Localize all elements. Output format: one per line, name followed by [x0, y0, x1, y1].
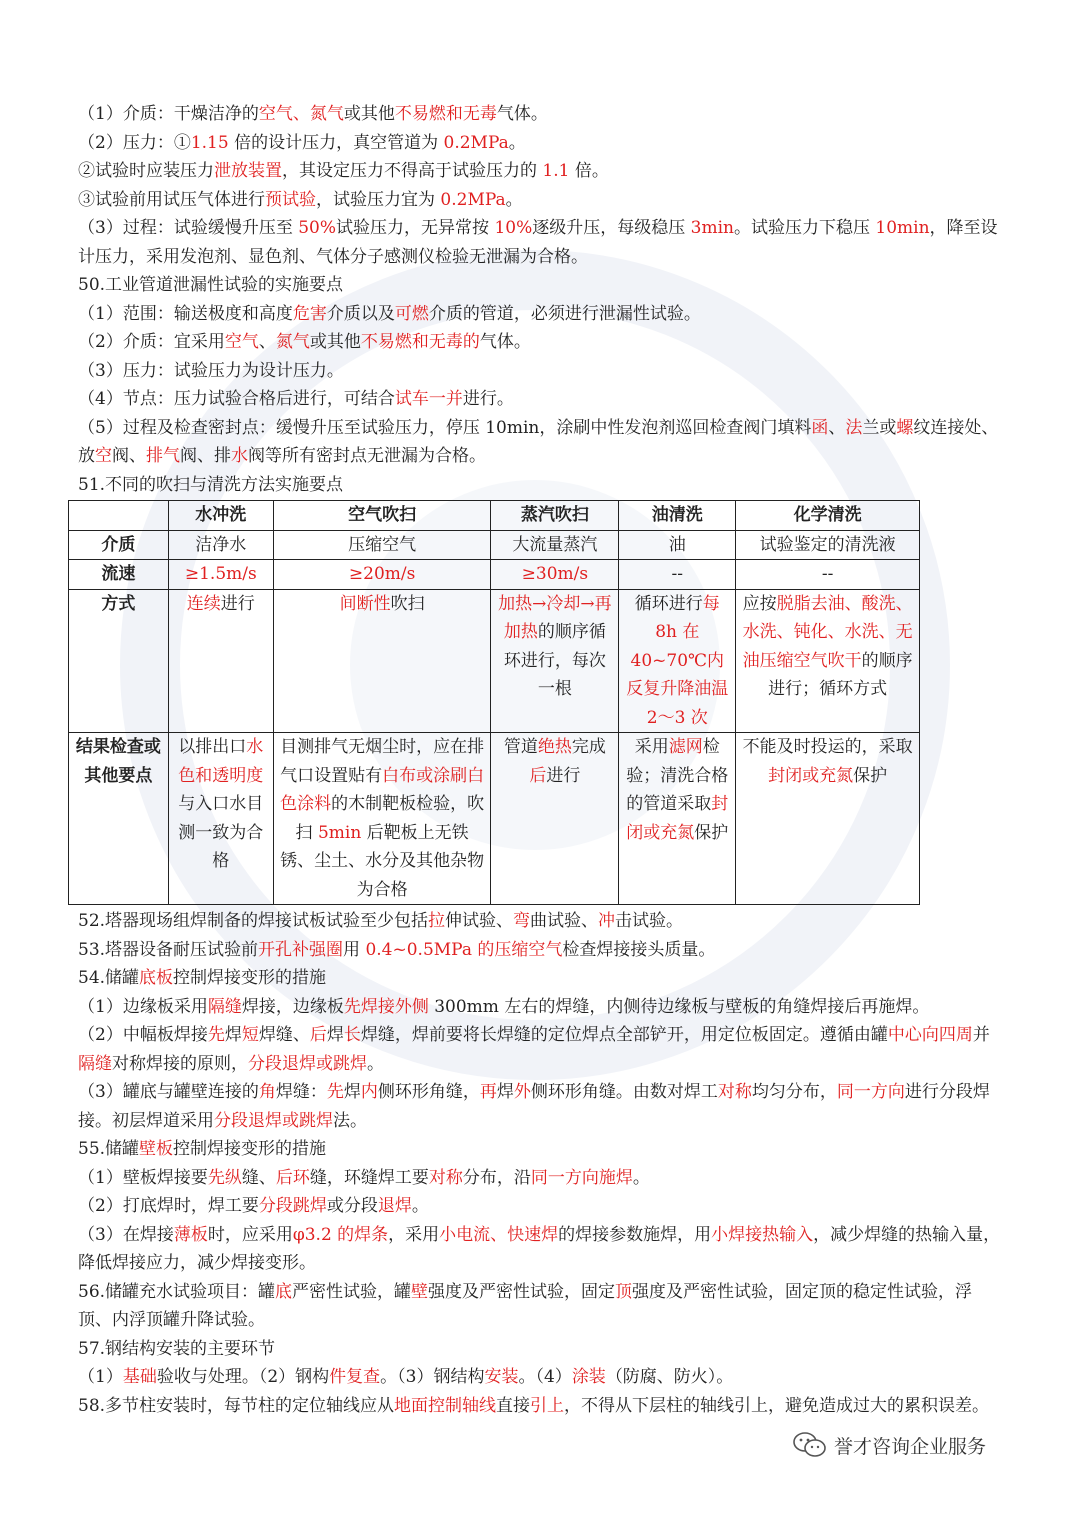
- text-line: [78, 1164, 1003, 1193]
- text-run: 直接: [496, 1395, 531, 1416]
- highlight-text: 空: [95, 446, 112, 466]
- text-run: 伸试验、: [445, 911, 514, 931]
- highlight-text: ≥1.5m/s: [184, 564, 257, 584]
- text-run: （1）范围：输送极度和高度: [78, 303, 293, 324]
- table-cell: [619, 530, 736, 560]
- highlight-text: 3min: [690, 218, 734, 238]
- text-line: [78, 186, 1003, 215]
- highlight-text: 1.1: [542, 161, 570, 181]
- table-cell: [736, 733, 920, 905]
- highlight-text: 对称: [717, 1082, 752, 1102]
- text-run: 油: [668, 534, 686, 555]
- text-run: （3）罐底与罐壁连接的: [78, 1082, 259, 1102]
- text-run: （防腐、防火）。: [605, 1367, 734, 1387]
- table-cell: [273, 530, 491, 560]
- text-run: 侧环形角缝。由数对焊工: [530, 1082, 718, 1102]
- highlight-text: 连续: [186, 593, 221, 614]
- table-cell: [168, 733, 273, 905]
- text-run: 进行。: [462, 389, 514, 409]
- text-run: 循环进行: [634, 593, 703, 614]
- highlight-text: 薄板: [173, 1224, 208, 1245]
- text-line: [78, 964, 1003, 993]
- text-run: 的顺序进行；循环方式: [768, 650, 913, 699]
- text-run: 倍的设计压力，真空管道为: [228, 132, 444, 153]
- highlight-text: 法: [845, 417, 863, 438]
- highlight-text: 冲: [598, 911, 616, 931]
- highlight-text: 加热→冷却→再加热: [498, 593, 612, 642]
- footer-watermark: [792, 1425, 986, 1465]
- text-line: [78, 1221, 1003, 1278]
- highlight-text: 件复查: [329, 1367, 381, 1387]
- highlight-text: 角: [258, 1082, 276, 1102]
- table-row: [69, 733, 920, 905]
- highlight-text: 先纵: [207, 1167, 242, 1188]
- highlight-text: 同一方向: [836, 1082, 905, 1102]
- text-run: ，减少焊缝的热输入量，降低焊接应力，减少焊接变形。: [78, 1224, 1001, 1273]
- text-line: [78, 1278, 1003, 1335]
- text-run: 保护: [694, 822, 729, 843]
- text-line: [78, 214, 1003, 271]
- table-header-cell: 化学清洗: [736, 501, 920, 531]
- text-run: 与入口水目测一致为合格: [178, 794, 264, 871]
- highlight-text: 分段跳焊: [258, 1196, 327, 1216]
- cleaning-methods-table: [68, 500, 920, 905]
- text-run: ，试验压力宜为: [316, 189, 441, 210]
- text-run: 阀、排: [180, 446, 231, 466]
- highlight-text: 先焊接外侧: [343, 996, 429, 1017]
- text-run: 试验鉴定的清洗液: [759, 534, 896, 555]
- highlight-text: 不易燃和无毒: [394, 104, 497, 124]
- text-run: 检验；清洗合格的管道采取: [626, 737, 729, 814]
- highlight-text: 后: [529, 765, 547, 786]
- text-run: 缝、: [241, 1167, 276, 1188]
- highlight-text: 每 8h 在40~70℃内反复升降油温 2～3 次: [626, 593, 729, 728]
- highlight-text: 同一方向施焊: [530, 1167, 633, 1188]
- highlight-text: ≥30m/s: [521, 564, 589, 584]
- text-run: 曲试验、: [530, 911, 599, 931]
- text-run: 。: [632, 1167, 650, 1188]
- text-run: 控制焊接变形的措施: [173, 1139, 327, 1159]
- highlight-text: 10%: [494, 218, 533, 238]
- text-run: （2）压力：①: [78, 132, 191, 153]
- highlight-text: 开孔补强圈: [258, 939, 344, 960]
- text-line: [78, 271, 1003, 300]
- text-run: 兰或: [862, 417, 897, 438]
- text-run: 焊接，边缘板: [241, 996, 344, 1017]
- table-cell: [273, 733, 491, 905]
- highlight-text: 可燃: [394, 303, 429, 324]
- text-run: 的木制靶板检验，吹扫: [295, 794, 485, 843]
- highlight-text: 脱脂去油、酸洗、水洗、钝化、水洗、无油压缩空气吹干: [742, 593, 913, 671]
- text-run: 、: [828, 417, 846, 438]
- text-line: [78, 157, 1003, 186]
- highlight-text: φ3.2 的焊条: [292, 1224, 389, 1245]
- text-run: 。（4）: [518, 1367, 572, 1387]
- highlight-text: 空气、氮气: [258, 104, 344, 124]
- text-line: [78, 993, 1003, 1022]
- text-run: 后靶板上无铁锈、尘土、水分及其他杂物为合格: [280, 822, 485, 900]
- highlight-text: 后环: [275, 1167, 310, 1188]
- text-run: 严密性试验，罐: [292, 1281, 412, 1302]
- text-run: 大流量蒸汽: [512, 534, 598, 555]
- text-run: 焊: [496, 1082, 514, 1102]
- text-run: 不能及时投运的，采取: [742, 737, 913, 757]
- highlight-text: 底板: [139, 968, 174, 988]
- highlight-text: 绝热: [537, 737, 572, 757]
- text-line: [78, 1078, 1003, 1135]
- text-run: 时，应采用: [207, 1224, 293, 1245]
- text-run: 以排出口: [178, 737, 247, 757]
- text-run: 侧环形角缝，: [377, 1082, 480, 1102]
- text-run: （1）介质：干燥洁净的: [78, 104, 259, 124]
- text-run: 焊: [343, 1082, 361, 1102]
- highlight-text: 涂装: [571, 1367, 606, 1387]
- text-run: 强度及严密性试验，固定顶的稳定性试验，浮顶、内浮顶罐升降试验。: [78, 1281, 973, 1330]
- text-run: 采用: [634, 737, 669, 757]
- table-cell: [491, 530, 619, 560]
- highlight-text: 再: [479, 1082, 497, 1102]
- text-run: 或其他: [309, 332, 361, 352]
- text-run: 54.储罐: [78, 968, 140, 988]
- table-header-cell: 蒸汽吹扫: [491, 501, 619, 531]
- text-run: 焊: [326, 1025, 344, 1045]
- text-run: 检查焊接接头质量。: [562, 939, 716, 960]
- table-cell: [736, 560, 920, 590]
- highlight-text: 对称: [428, 1167, 463, 1188]
- table-header-cell: 水冲洗: [168, 501, 273, 531]
- table-cell: [491, 733, 619, 905]
- table-cell: [168, 589, 273, 733]
- table-cell: [491, 560, 619, 590]
- text-run: 控制焊接变形的措施: [173, 968, 327, 988]
- highlight-text: 拉: [428, 911, 446, 931]
- highlight-text: 间断性: [339, 593, 391, 614]
- highlight-text: 试车一并: [394, 389, 463, 409]
- text-run: 并: [972, 1025, 990, 1045]
- text-run: 焊: [224, 1025, 242, 1045]
- text-run: ②试验时应装压力: [78, 161, 214, 181]
- text-run: （2）中幅板焊接: [78, 1025, 208, 1045]
- text-run: 。: [505, 189, 523, 210]
- text-run: 均匀分布，: [751, 1082, 837, 1102]
- table-cell: [736, 530, 920, 560]
- table-cell: [619, 733, 736, 905]
- text-run: 或其他: [343, 104, 395, 124]
- text-run: 。: [411, 1196, 429, 1216]
- highlight-text: 5min: [317, 822, 362, 843]
- highlight-text: 壁: [411, 1281, 429, 1302]
- highlight-text: 安装: [484, 1367, 519, 1387]
- footer-text: 誉才咨询企业服务: [834, 1435, 987, 1458]
- text-run: 应按: [742, 593, 777, 614]
- table-cell: [273, 589, 491, 733]
- highlight-text: 短: [241, 1025, 259, 1045]
- text-run: 。试验压力下稳压: [733, 218, 876, 238]
- text-run: 阀、: [112, 446, 146, 466]
- text-run: （3）压力：试验压力为设计压力。: [78, 360, 344, 381]
- table-cell: [619, 560, 736, 590]
- highlight-text: 10min: [875, 218, 930, 238]
- text-line: [78, 1192, 1003, 1221]
- text-run: ③试验前用试压气体进行: [78, 189, 265, 210]
- table-header-cell: 油清洗: [619, 501, 736, 531]
- text-run: 52.塔器现场组焊制备的焊接试板试验至少包括: [78, 911, 429, 931]
- text-run: 介质的管道，必须进行泄漏性试验。: [428, 303, 701, 324]
- text-run: （4）节点：压力试验合格后进行，可结合: [78, 389, 395, 409]
- text-run: （1）边缘板采用: [78, 996, 208, 1017]
- text-run: 气体。: [479, 332, 531, 352]
- highlight-text: 0.4~0.5MPa 的压缩空气: [365, 939, 563, 960]
- text-run: 压缩空气: [348, 534, 417, 555]
- text-run: 进行: [220, 593, 255, 614]
- highlight-text: 先: [326, 1082, 344, 1102]
- text-run: 分布，沿: [462, 1167, 531, 1188]
- highlight-text: 外: [513, 1082, 531, 1102]
- text-line: [78, 357, 1003, 386]
- text-run: 。（3）钢结构: [380, 1367, 485, 1387]
- highlight-text: 50%: [298, 218, 337, 238]
- table-cell: [619, 589, 736, 733]
- text-run: 的顺序循环进行，每次一根: [503, 622, 606, 699]
- highlight-text: 小焊接热输入: [711, 1224, 814, 1245]
- text-line: [78, 1135, 1003, 1164]
- highlight-text: 小电流、快速焊: [439, 1224, 559, 1245]
- table-cell: [736, 589, 920, 733]
- highlight-text: 先: [207, 1025, 225, 1045]
- highlight-text: 泄放装置: [214, 161, 282, 181]
- text-run: （1）壁板焊接要: [78, 1167, 208, 1188]
- text-line: [78, 328, 1003, 357]
- text-run: 强度及严密性试验，固定: [428, 1281, 616, 1302]
- text-line: [78, 414, 1003, 471]
- text-run: 试验压力，无异常按: [336, 218, 495, 238]
- text-run: 目测排气无烟尘时，应在排气口设置贴有: [280, 737, 485, 786]
- text-line: [78, 936, 1003, 965]
- table-header-cell: [69, 501, 169, 531]
- highlight-text: 不易燃和无毒的: [360, 332, 480, 352]
- highlight-text: 后: [309, 1025, 327, 1045]
- wechat-icon: [792, 1431, 828, 1459]
- highlight-text: 弯: [513, 911, 531, 931]
- section-bottom: [78, 907, 1003, 1420]
- table-row: [69, 530, 920, 560]
- text-run: 进行分段焊接。初层焊道采用: [78, 1082, 990, 1131]
- text-run: （1）: [78, 1367, 123, 1387]
- text-run: ，降至设计压力，采用发泡剂、显色剂、气体分子感测仪检验无泄漏为合格。: [78, 218, 998, 267]
- text-line: [78, 471, 1003, 500]
- text-run: 用: [343, 939, 366, 960]
- highlight-text: 引上: [530, 1395, 565, 1416]
- text-run: 介质以及: [326, 303, 395, 324]
- highlight-text: 危害: [292, 303, 327, 324]
- text-run: 53.塔器设备耐压试验前: [78, 939, 259, 960]
- text-run: 验收与处理。（2）钢构: [156, 1367, 330, 1387]
- text-run: （2）介质：宜采用: [78, 332, 225, 352]
- text-run: 吹扫: [390, 593, 425, 614]
- text-run: --: [671, 564, 684, 584]
- highlight-text: 预试验: [265, 189, 316, 210]
- text-run: 57.钢结构安装的主要环节: [78, 1338, 276, 1359]
- text-run: （5）过程及检查密封点：缓慢升压至试验压力，停压 10min，涂刷中性发泡剂巡回检查阀门填料: [78, 417, 812, 438]
- text-run: 保护: [853, 765, 888, 786]
- text-line: [78, 907, 1003, 936]
- highlight-text: 壁板: [139, 1139, 174, 1159]
- text-run: 气体。: [496, 104, 548, 124]
- text-line: [78, 300, 1003, 329]
- highlight-text: 隔缝: [78, 1053, 112, 1074]
- text-run: （2）打底焊时，焊工要: [78, 1196, 259, 1216]
- highlight-text: 内: [360, 1082, 378, 1102]
- highlight-text: 顶: [615, 1281, 633, 1302]
- text-run: 进行: [546, 765, 581, 786]
- table-header-cell: 空气吹扫: [273, 501, 491, 531]
- text-run: （3）在焊接: [78, 1224, 174, 1245]
- table-header-row: [69, 501, 920, 531]
- highlight-text: 0.2MPa: [440, 189, 506, 210]
- text-run: 300mm 左右的焊缝，内侧待边缘板与壁板的角缝焊接后再施焊。: [428, 996, 930, 1017]
- highlight-text: 基础: [122, 1367, 157, 1387]
- text-run: 逐级升压，每级稳压: [532, 218, 691, 238]
- text-run: 的焊接参数施焊，用: [558, 1224, 712, 1245]
- text-line: [78, 1392, 1003, 1421]
- text-run: 50.工业管道泄漏性试验的实施要点: [78, 275, 344, 295]
- text-run: 焊缝：: [275, 1082, 327, 1102]
- table-row: [69, 589, 920, 733]
- text-line: [78, 100, 1003, 129]
- text-run: 58.多节柱安装时，每节柱的定位轴线应从: [78, 1395, 395, 1416]
- highlight-text: 空气: [224, 332, 259, 352]
- text-line: [78, 385, 1003, 414]
- highlight-text: 分段退焊或跳焊: [248, 1053, 367, 1074]
- text-run: 或分段: [326, 1196, 378, 1216]
- highlight-text: 1.15: [190, 132, 229, 153]
- text-line: [78, 129, 1003, 158]
- text-line: [78, 1335, 1003, 1364]
- highlight-text: 隔缝: [207, 996, 242, 1017]
- highlight-text: 排气: [146, 446, 180, 466]
- text-line: [78, 1021, 1003, 1078]
- text-run: 焊缝、: [258, 1025, 310, 1045]
- highlight-text: ≥20m/s: [348, 564, 416, 584]
- highlight-text: 水: [231, 446, 248, 466]
- text-run: 缝，环缝焊工要: [309, 1167, 429, 1188]
- highlight-text: 封闭或充氮: [626, 794, 729, 843]
- text-run: 阀等所有密封点无泄漏为合格。: [248, 446, 486, 466]
- text-run: （3）过程：试验缓慢升压至: [78, 218, 299, 238]
- table-row-header: 结果检查或其他要点: [69, 733, 169, 905]
- text-run: 、: [258, 332, 276, 352]
- highlight-text: 中心向四周: [887, 1025, 973, 1045]
- highlight-text: 地面控制轴线: [394, 1395, 497, 1416]
- text-run: ，其设定压力不得高于试验压力的: [282, 161, 543, 181]
- text-run: 。: [508, 132, 526, 153]
- text-run: 对称焊接的原则，: [112, 1053, 248, 1074]
- table-row-header: 介质: [69, 530, 169, 560]
- document-body: [75, 100, 1003, 1420]
- section-top: [78, 100, 1003, 499]
- table-cell: [273, 560, 491, 590]
- text-run: ，不得从下层柱的轴线引上，避免造成过大的累积误差。: [564, 1395, 990, 1416]
- highlight-text: 水色和透明度: [178, 737, 264, 786]
- highlight-text: 分段退焊或跳焊: [214, 1110, 333, 1131]
- table-cell: [491, 589, 619, 733]
- table-cell: [168, 560, 273, 590]
- table-cell: [168, 530, 273, 560]
- highlight-text: 退焊: [377, 1196, 412, 1216]
- highlight-text: 氮气: [275, 332, 310, 352]
- highlight-text: 白布或涂刷白色涂料: [280, 765, 485, 814]
- text-run: 击试验。: [615, 911, 684, 931]
- text-run: 56.储罐充水试验项目：罐: [78, 1281, 276, 1302]
- text-run: 法。: [333, 1110, 367, 1131]
- text-run: 完成: [571, 737, 606, 757]
- highlight-text: 0.2MPa: [443, 132, 509, 153]
- text-run: 管道: [503, 737, 538, 757]
- text-run: 55.储罐: [78, 1139, 140, 1159]
- text-run: 51.不同的吹扫与清洗方法实施要点: [78, 474, 344, 495]
- text-line: [78, 1363, 1003, 1392]
- table-row-header: 方式: [69, 589, 169, 733]
- table-row: [69, 560, 920, 590]
- text-run: 。: [367, 1053, 384, 1074]
- text-run: --: [821, 564, 834, 584]
- highlight-text: 滤网: [668, 737, 703, 757]
- highlight-text: 螺: [896, 417, 914, 438]
- text-run: 纹连接处、放: [78, 417, 999, 466]
- text-run: ，采用: [388, 1224, 440, 1245]
- highlight-text: 函: [811, 417, 829, 438]
- text-run: 倍。: [569, 161, 609, 181]
- table-row-header: 流速: [69, 560, 169, 590]
- text-run: 洁净水: [195, 534, 247, 555]
- highlight-text: 底: [275, 1281, 293, 1302]
- highlight-text: 封闭或充氮: [768, 765, 854, 786]
- highlight-text: 长: [343, 1025, 361, 1045]
- text-run: 焊缝，焊前要将长焊缝的定位焊点全部铲开，用定位板固定。遵循由罐: [360, 1025, 888, 1045]
